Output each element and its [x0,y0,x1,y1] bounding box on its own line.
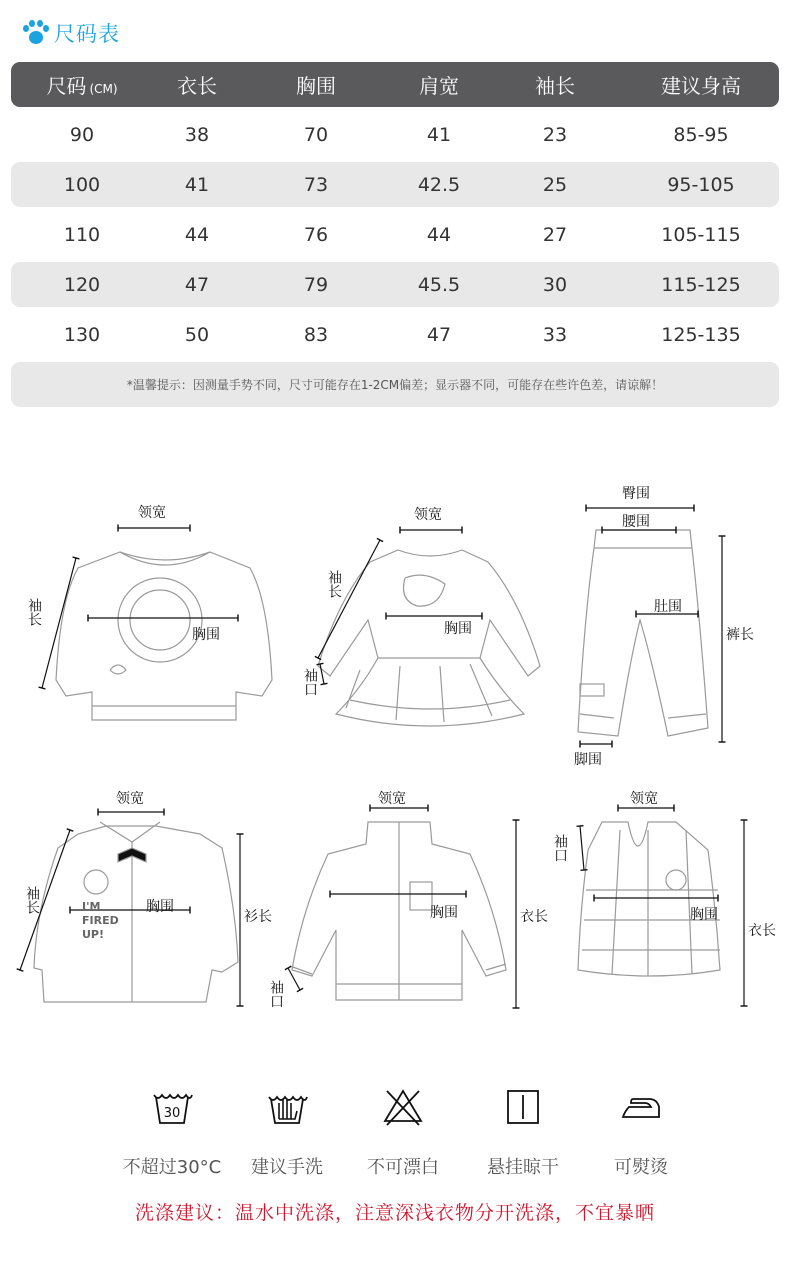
washing-advice: 洗涤建议：温水中洗涤，注意深浅衣物分开洗涤，不宜暴晒 [134,1202,655,1224]
cell-shoulder: 41 [426,123,452,146]
cell-shoulder: 44 [426,223,452,246]
label-waist: 腰围 [622,514,650,530]
cell-height: 115-125 [661,273,741,296]
cell-height: 95-105 [667,173,735,196]
care-label: 悬挂晾干 [487,1157,559,1178]
cell-length: 41 [184,173,210,196]
label-hip: 臀围 [622,486,650,502]
cell-shoulder: 45.5 [417,273,461,296]
svg-text:30: 30 [163,1106,181,1121]
hang-dry-icon [501,1085,545,1129]
label-chest: 胸围 [690,907,718,923]
label-collar-width: 领宽 [116,791,144,807]
care-item [222,1085,352,1179]
cell-sleeve: 27 [542,223,568,246]
cell-height: 125-135 [661,323,741,346]
table-header [11,62,779,107]
cell-shoulder: 42.5 [417,173,461,196]
care-item [107,1085,237,1179]
table-row [11,262,779,307]
size-chart-header [20,16,120,50]
label-sleeve-length: 袖长 [326,570,342,598]
table-row [11,212,779,257]
table-row [11,162,779,207]
label-collar-width: 领宽 [414,507,442,523]
tolerance-note: *温馨提示：因测量手势不同，尺寸可能存在1-2CM偏差；显示器不同，可能存在些许色差，请谅解！ [11,362,779,407]
table-row [11,112,779,157]
care-item [458,1085,588,1179]
label-chest: 胸围 [444,621,472,637]
cell-length: 44 [184,223,210,246]
column-header-length: 衣长 [177,74,217,98]
cell-length: 47 [184,273,210,296]
column-header-sleeve: 袖长 [535,74,575,98]
cell-height: 85-95 [673,123,729,146]
label-vest-length: 衣长 [748,923,776,939]
cell-shoulder: 47 [426,323,452,346]
table-row [11,312,779,357]
care-label: 可熨烫 [614,1157,668,1178]
cell-sleeve: 30 [542,273,568,296]
cell-size: 130 [63,323,101,346]
label-chest: 胸围 [430,905,458,921]
garment-sketches [0,470,790,1030]
label-leg-opening: 脚围 [574,752,602,768]
label-cuff: 袖口 [268,980,284,1008]
iron-icon [619,1085,663,1129]
care-label: 不可漂白 [367,1157,439,1178]
cell-height: 105-115 [661,223,741,246]
cell-size: 90 [69,123,95,146]
sweatshirt-sketch [56,552,272,720]
cell-size: 110 [63,223,101,246]
label-pants-length: 裤长 [726,627,754,643]
measurement-diagrams [0,470,790,1030]
care-label: 建议手洗 [251,1157,323,1178]
label-collar-width: 领宽 [630,791,658,807]
label-jacket-length: 衣长 [520,909,548,925]
size-table [11,62,779,407]
dress-sketch [318,550,540,726]
shirt-sketch [34,822,238,1002]
pants-sketch [578,530,708,736]
cell-length: 38 [184,123,210,146]
label-chest: 胸围 [192,627,220,643]
column-header-height: 建议身高 [661,74,741,98]
cell-chest: 76 [303,223,329,246]
cell-sleeve: 25 [542,173,568,196]
no-bleach-icon [381,1085,425,1129]
cell-chest: 83 [303,323,329,346]
paw-icon [20,18,50,48]
cell-chest: 73 [303,173,329,196]
care-item [338,1085,468,1179]
label-armhole: 袖口 [552,834,568,862]
cell-chest: 70 [303,123,329,146]
care-label: 不超过30°C [122,1157,222,1178]
cell-sleeve: 33 [542,323,568,346]
cell-length: 50 [184,323,210,346]
care-instructions [0,1085,790,1185]
jacket-sketch [290,822,506,1000]
shirt-print-text: I'M FIRED UP! [82,900,119,941]
care-item [576,1085,706,1179]
column-header-shoulder: 肩宽 [419,74,459,98]
column-header-size: 尺码 (CM) [46,74,118,98]
page-title: 尺码表 [54,22,120,46]
column-header-chest: 胸围 [296,74,336,98]
label-belly: 肚围 [654,599,682,615]
wash-30-icon [150,1085,194,1129]
cell-sleeve: 23 [542,123,568,146]
label-chest: 胸围 [146,899,174,915]
label-collar-width: 领宽 [378,791,406,807]
label-sleeve-length: 袖长 [26,598,42,626]
hand-wash-icon [265,1085,309,1129]
cell-chest: 79 [303,273,329,296]
label-cuff: 袖口 [302,668,318,696]
vest-sketch [578,822,720,976]
label-sleeve-length: 袖长 [24,886,40,914]
label-collar-width: 领宽 [138,505,166,521]
cell-size: 100 [63,173,101,196]
cell-size: 120 [63,273,101,296]
label-shirt-length: 衫长 [244,909,272,925]
